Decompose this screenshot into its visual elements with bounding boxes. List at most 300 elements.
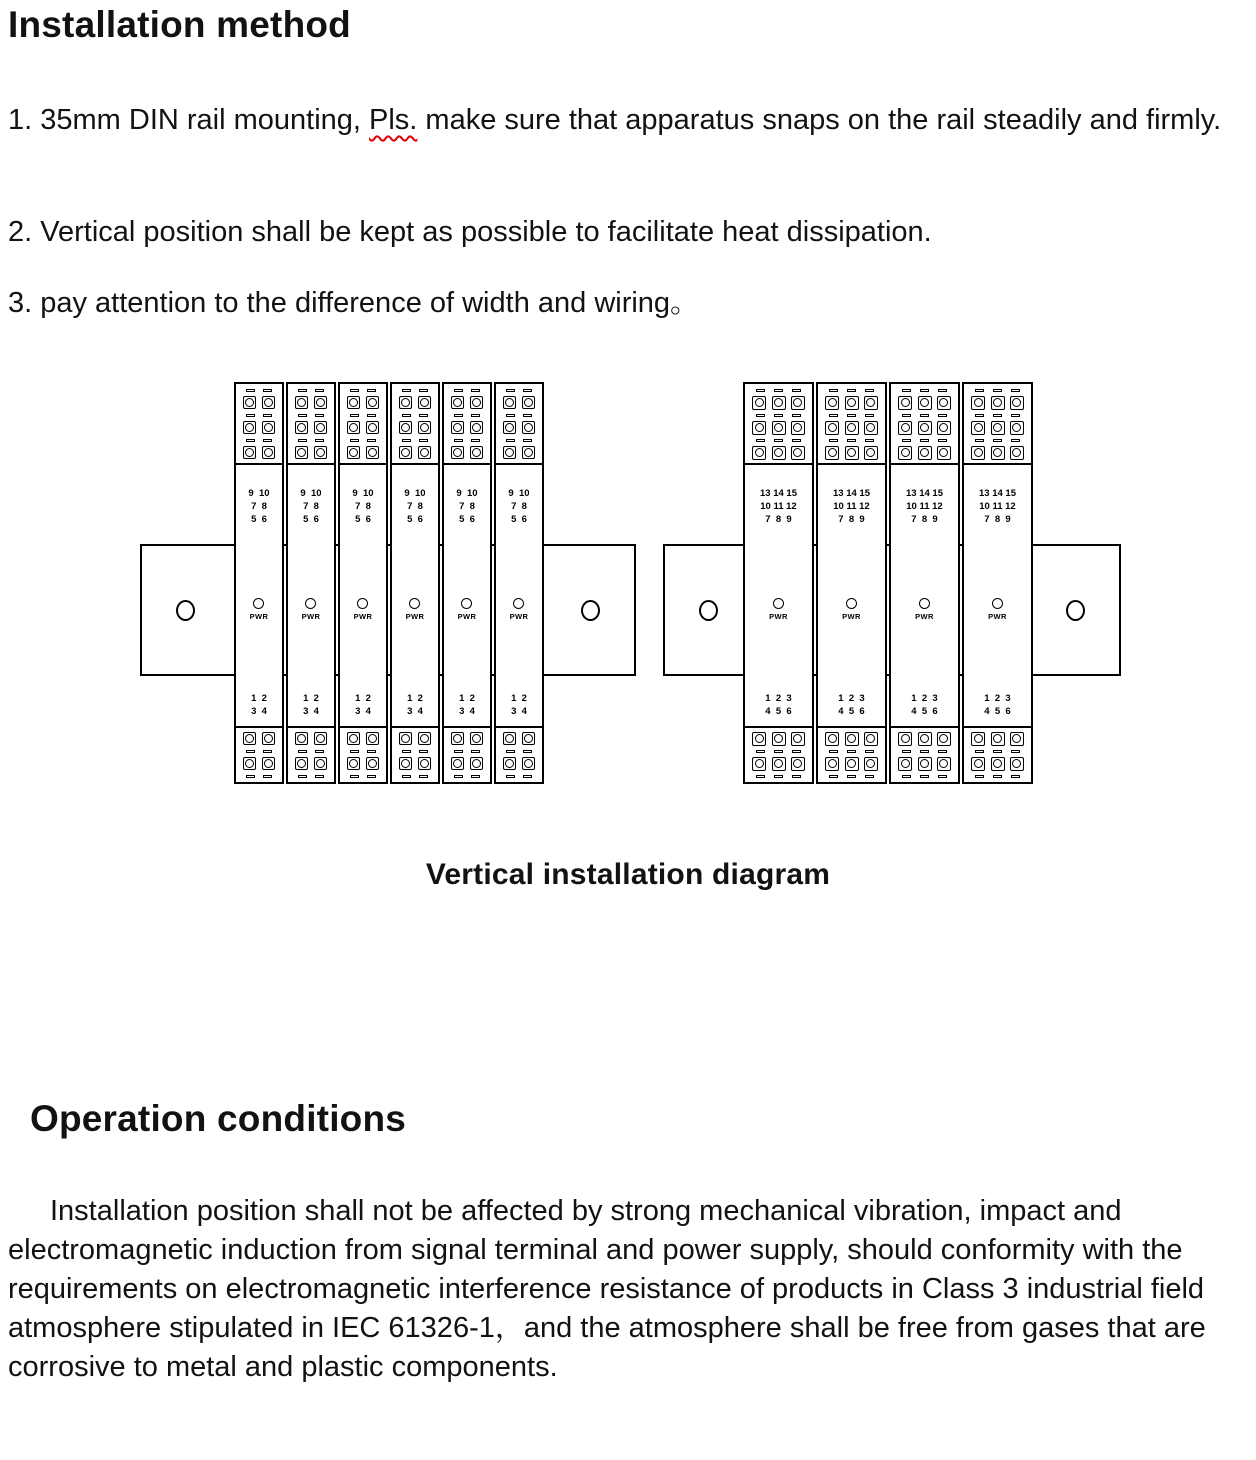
terminal-screw-icon [752,396,766,410]
wire-slot-icon [263,439,272,442]
power-led-label: PWR [769,611,788,621]
terminal-screw-icon [470,757,483,770]
wire-slot-icon [246,389,255,392]
page-title: Installation method [8,4,351,45]
wire-slot-icon [402,775,411,778]
wire-slot-icon [920,750,929,753]
wire-slot-icon [298,439,307,442]
terminal-screw-icon [918,421,932,435]
terminal-screw-icon [845,396,859,410]
wire-slot-icon [847,414,856,417]
wire-slot-icon [315,775,324,778]
wire-slot-icon [902,750,911,753]
power-led-label: PWR [842,611,861,621]
terminal-screw-icon [451,421,464,434]
wire-slot-icon [865,439,874,442]
terminal-numbers-top: 13 14 15 10 11 12 7 8 9 [979,488,1016,525]
terminal-screw-icon [522,757,535,770]
wire-slot-icon [792,439,801,442]
terminal-numbers-bottom: 1 2 3 4 [251,693,267,717]
wire-slot-icon [454,389,463,392]
terminal-block-bottom [442,726,492,784]
terminal-screw-icon [418,446,431,459]
terminal-screw-icon [522,421,535,434]
terminal-screw-icon [418,421,431,434]
wire-slot-icon [938,750,947,753]
terminal-block-bottom [286,726,336,784]
terminal-screw-icon [347,421,360,434]
rail-assembly-narrow-modules [140,378,636,810]
terminal-screw-icon [898,446,912,460]
wire-slot-icon [315,750,324,753]
wire-slot-icon [1011,750,1020,753]
wire-slot-icon [829,439,838,442]
terminal-screw-icon [918,446,932,460]
power-led-label: PWR [249,611,269,621]
power-indicator [302,598,321,621]
wire-slot-icon [774,775,783,778]
power-indicator [510,598,529,621]
terminal-screw-icon [314,732,327,745]
section-title-operation-conditions: Operation conditions [30,1098,407,1139]
terminal-block-bottom [234,726,284,784]
terminal-numbers-bottom: 1 2 3 4 5 6 [838,693,865,717]
terminal-numbers-bottom: 1 2 3 4 [459,693,475,717]
wire-slot-icon [975,439,984,442]
rail-mounting-hole-icon [581,600,600,621]
power-led-label: PWR [405,611,425,621]
terminal-screw-icon [898,421,912,435]
wire-slot-icon [454,439,463,442]
terminal-screw-icon [918,396,932,410]
terminal-block-top [743,382,814,465]
terminal-screw-icon [898,396,912,410]
terminal-block-bottom [743,726,814,784]
wire-slot-icon [506,389,515,392]
terminal-block-top [816,382,887,465]
wire-slot-icon [920,439,929,442]
terminal-screw-icon [991,446,1005,460]
terminal-block-top [234,382,284,465]
terminal-screw-icon [314,757,327,770]
wire-slot-icon [263,414,272,417]
wire-slot-icon [454,414,463,417]
terminal-numbers-bottom: 1 2 3 4 [407,693,423,717]
terminal-screw-icon [366,446,379,459]
terminal-numbers-bottom: 1 2 3 4 [355,693,371,717]
din-module [494,382,544,784]
wire-slot-icon [1011,389,1020,392]
power-led-icon [305,598,316,609]
terminal-screw-icon [522,446,535,459]
wire-slot-icon [419,414,428,417]
terminal-screw-icon [295,757,308,770]
terminal-block-bottom [390,726,440,784]
terminal-screw-icon [470,446,483,459]
terminal-screw-icon [243,421,256,434]
terminal-screw-icon [243,757,256,770]
module-body [962,465,1033,726]
wire-slot-icon [1011,439,1020,442]
wire-slot-icon [367,750,376,753]
terminal-screw-icon [399,396,412,409]
wire-slot-icon [471,775,480,778]
wire-slot-icon [792,389,801,392]
wire-slot-icon [847,439,856,442]
terminal-numbers-top: 9 10 7 8 5 6 [248,488,270,525]
wire-slot-icon [920,775,929,778]
terminal-screw-icon [503,446,516,459]
wire-slot-icon [975,389,984,392]
terminal-screw-icon [898,757,912,771]
power-led-icon [357,598,368,609]
terminal-screw-icon [1010,421,1024,435]
wire-slot-icon [523,750,532,753]
terminal-screw-icon [752,446,766,460]
terminal-screw-icon [503,421,516,434]
wire-slot-icon [350,439,359,442]
wire-slot-icon [865,389,874,392]
wire-slot-icon [993,775,1002,778]
terminal-screw-icon [262,757,275,770]
terminal-screw-icon [295,446,308,459]
din-module [743,382,814,784]
wire-slot-icon [246,750,255,753]
power-indicator [354,598,373,621]
wire-slot-icon [756,439,765,442]
wire-slot-icon [402,750,411,753]
wire-slot-icon [975,414,984,417]
wire-slot-icon [865,775,874,778]
wire-slot-icon [315,439,324,442]
terminal-screw-icon [752,421,766,435]
terminal-screw-icon [898,732,912,746]
terminal-screw-icon [825,396,839,410]
power-led-icon [409,598,420,609]
wire-slot-icon [774,414,783,417]
wire-slot-icon [350,389,359,392]
terminal-screw-icon [991,396,1005,410]
terminal-block-bottom [494,726,544,784]
wire-slot-icon [419,750,428,753]
wire-slot-icon [454,775,463,778]
terminal-screw-icon [366,732,379,745]
wire-slot-icon [938,389,947,392]
power-led-label: PWR [915,611,934,621]
instruction-point-1 [8,100,1244,141]
terminal-screw-icon [752,757,766,771]
wire-slot-icon [1011,775,1020,778]
terminal-block-bottom [962,726,1033,784]
installation-diagram [0,378,1256,810]
wire-slot-icon [506,775,515,778]
wire-slot-icon [792,775,801,778]
operation-conditions-paragraph: Installation position shall not be affected by strong mechanical vibration, impact and electromagnetic induction from signal terminal and power supply, should conformity with the requirements on electromagnetic interference resistance of products in Class 3 industrial field atmosphere stipulated in IEC 61326-1，and the atmosphere shall be free from gases that are corrosive to metal and plastic components. [8,1195,1206,1383]
wire-slot-icon [471,414,480,417]
module-row-wide [743,382,1033,784]
terminal-numbers-top: 9 10 7 8 5 6 [456,488,478,525]
terminal-screw-icon [470,421,483,434]
wire-slot-icon [975,750,984,753]
wire-slot-icon [847,389,856,392]
terminal-screw-icon [314,421,327,434]
terminal-screw-icon [772,446,786,460]
wire-slot-icon [902,414,911,417]
terminal-screw-icon [347,396,360,409]
wire-slot-icon [367,414,376,417]
terminal-screw-icon [825,732,839,746]
terminal-screw-icon [366,757,379,770]
terminal-screw-icon [262,732,275,745]
terminal-screw-icon [845,446,859,460]
power-led-icon [253,598,264,609]
terminal-block-top [338,382,388,465]
wire-slot-icon [298,750,307,753]
wire-slot-icon [829,414,838,417]
terminal-screw-icon [937,732,951,746]
terminal-numbers-top: 9 10 7 8 5 6 [404,488,426,525]
wire-slot-icon [246,775,255,778]
wire-slot-icon [902,439,911,442]
wire-slot-icon [246,414,255,417]
wire-slot-icon [920,414,929,417]
terminal-screw-icon [262,446,275,459]
power-led-icon [992,598,1003,609]
rail-mounting-hole-icon [176,600,195,621]
wire-slot-icon [402,414,411,417]
power-indicator [406,598,425,621]
terminal-screw-icon [470,396,483,409]
terminal-screw-icon [864,446,878,460]
terminal-screw-icon [937,446,951,460]
wire-slot-icon [246,439,255,442]
terminal-block-top [494,382,544,465]
terminal-screw-icon [1010,446,1024,460]
terminal-screw-icon [418,757,431,770]
terminal-screw-icon [399,757,412,770]
wire-slot-icon [350,750,359,753]
power-indicator [458,598,477,621]
terminal-screw-icon [971,421,985,435]
terminal-screw-icon [314,446,327,459]
din-module [816,382,887,784]
wire-slot-icon [298,389,307,392]
terminal-screw-icon [451,396,464,409]
terminal-screw-icon [752,732,766,746]
wire-slot-icon [829,389,838,392]
wire-slot-icon [350,775,359,778]
wire-slot-icon [315,414,324,417]
wire-slot-icon [454,750,463,753]
terminal-screw-icon [971,446,985,460]
wire-slot-icon [774,389,783,392]
terminal-screw-icon [503,732,516,745]
wire-slot-icon [938,414,947,417]
power-led-icon [919,598,930,609]
terminal-screw-icon [971,396,985,410]
power-led-label: PWR [988,611,1007,621]
wire-slot-icon [263,389,272,392]
terminal-screw-icon [399,732,412,745]
terminal-screw-icon [522,396,535,409]
power-led-icon [773,598,784,609]
wire-slot-icon [523,439,532,442]
terminal-numbers-bottom: 1 2 3 4 [511,693,527,717]
power-indicator [842,598,861,621]
wire-slot-icon [756,750,765,753]
wire-slot-icon [902,389,911,392]
terminal-screw-icon [864,421,878,435]
wire-slot-icon [523,389,532,392]
wire-slot-icon [367,775,376,778]
module-body [286,465,336,726]
power-indicator [915,598,934,621]
module-body [338,465,388,726]
wire-slot-icon [993,750,1002,753]
terminal-screw-icon [243,732,256,745]
terminal-numbers-top: 13 14 15 10 11 12 7 8 9 [833,488,870,525]
power-led-icon [461,598,472,609]
terminal-screw-icon [262,421,275,434]
wire-slot-icon [792,414,801,417]
power-indicator [769,598,788,621]
terminal-screw-icon [470,732,483,745]
terminal-block-top [286,382,336,465]
terminal-screw-icon [451,757,464,770]
terminal-block-top [962,382,1033,465]
wire-slot-icon [938,775,947,778]
terminal-screw-icon [295,396,308,409]
wire-slot-icon [774,750,783,753]
din-module [889,382,960,784]
module-body [442,465,492,726]
wire-slot-icon [1011,414,1020,417]
terminal-block-top [442,382,492,465]
terminal-screw-icon [772,421,786,435]
wire-slot-icon [367,389,376,392]
terminal-screw-icon [845,732,859,746]
terminal-screw-icon [937,421,951,435]
din-module [286,382,336,784]
terminal-screw-icon [864,757,878,771]
wire-slot-icon [902,775,911,778]
terminal-screw-icon [772,732,786,746]
terminal-numbers-top: 13 14 15 10 11 12 7 8 9 [906,488,943,525]
terminal-screw-icon [864,732,878,746]
module-body [816,465,887,726]
terminal-screw-icon [791,732,805,746]
rail-mounting-hole-icon [699,600,718,621]
terminal-screw-icon [503,757,516,770]
terminal-screw-icon [366,421,379,434]
wire-slot-icon [419,389,428,392]
terminal-screw-icon [451,732,464,745]
power-led-icon [846,598,857,609]
terminal-screw-icon [864,396,878,410]
terminal-screw-icon [791,446,805,460]
terminal-screw-icon [295,421,308,434]
module-body [889,465,960,726]
power-led-label: PWR [457,611,477,621]
power-led-label: PWR [301,611,321,621]
terminal-screw-icon [937,757,951,771]
terminal-screw-icon [418,396,431,409]
diagram-caption: Vertical installation diagram [425,858,831,891]
terminal-screw-icon [522,732,535,745]
wire-slot-icon [774,439,783,442]
terminal-numbers-bottom: 1 2 3 4 5 6 [984,693,1011,717]
wire-slot-icon [506,750,515,753]
wire-slot-icon [263,750,272,753]
module-body [390,465,440,726]
terminal-numbers-bottom: 1 2 3 4 5 6 [765,693,792,717]
power-led-icon [513,598,524,609]
din-module [390,382,440,784]
power-led-label: PWR [509,611,529,621]
wire-slot-icon [350,414,359,417]
wire-slot-icon [506,414,515,417]
module-row-narrow [234,382,544,784]
terminal-screw-icon [825,757,839,771]
terminal-screw-icon [295,732,308,745]
terminal-screw-icon [845,757,859,771]
wire-slot-icon [298,775,307,778]
terminal-screw-icon [791,757,805,771]
point1-text-after: make sure that apparatus snaps on the rail steadily and firmly. [417,104,1222,136]
din-module [338,382,388,784]
module-body [494,465,544,726]
terminal-numbers-bottom: 1 2 3 4 [303,693,319,717]
terminal-screw-icon [825,446,839,460]
terminal-screw-icon [991,732,1005,746]
wire-slot-icon [792,750,801,753]
terminal-screw-icon [243,446,256,459]
point1-text-before: 1. 35mm DIN rail mounting, [8,104,370,136]
wire-slot-icon [471,750,480,753]
module-body [743,465,814,726]
instruction-point-3: 3. pay attention to the difference of width and wiring。 [8,287,700,319]
wire-slot-icon [993,414,1002,417]
terminal-numbers-top: 13 14 15 10 11 12 7 8 9 [760,488,797,525]
terminal-screw-icon [347,446,360,459]
terminal-screw-icon [937,396,951,410]
wire-slot-icon [471,389,480,392]
terminal-screw-icon [1010,757,1024,771]
wire-slot-icon [756,389,765,392]
power-led-label: PWR [353,611,373,621]
terminal-screw-icon [991,421,1005,435]
terminal-screw-icon [1010,396,1024,410]
wire-slot-icon [975,775,984,778]
terminal-screw-icon [772,396,786,410]
power-indicator [988,598,1007,621]
wire-slot-icon [402,389,411,392]
wire-slot-icon [865,414,874,417]
power-indicator [250,598,269,621]
terminal-screw-icon [418,732,431,745]
wire-slot-icon [506,439,515,442]
wire-slot-icon [419,775,428,778]
wire-slot-icon [847,750,856,753]
wire-slot-icon [471,439,480,442]
terminal-numbers-top: 9 10 7 8 5 6 [508,488,530,525]
terminal-screw-icon [451,446,464,459]
terminal-screw-icon [971,732,985,746]
terminal-screw-icon [991,757,1005,771]
wire-slot-icon [756,775,765,778]
wire-slot-icon [993,439,1002,442]
terminal-numbers-top: 9 10 7 8 5 6 [300,488,322,525]
